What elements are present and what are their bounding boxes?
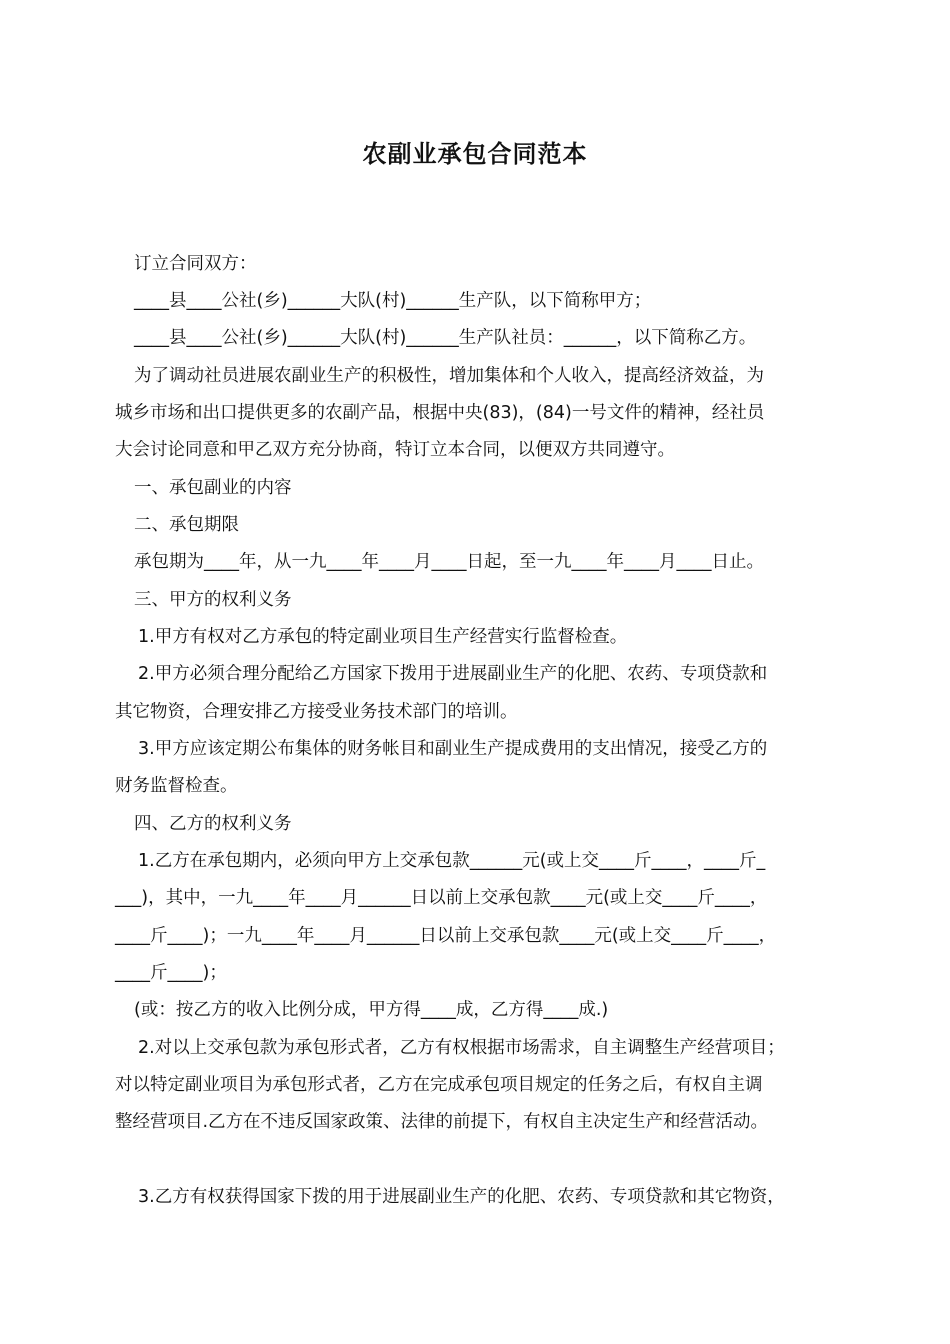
preamble-line-3: 大会讨论同意和甲乙双方充分协商，特订立本合同，以便双方共同遵守。 bbox=[115, 440, 675, 460]
party-b-clause-1-line-4: ____斤____)； bbox=[115, 963, 227, 983]
party-b-clause-3-line-1: 3.乙方有权获得国家下拨的用于进展副业生产的化肥、农药、专项贷款和其它物资， bbox=[138, 1187, 785, 1207]
party-b-line: ____县____公社(乡)______大队(村)______生产队社员：______，以下简称乙方。 bbox=[134, 328, 757, 348]
section-heading-1: 一、承包副业的内容 bbox=[134, 478, 292, 498]
party-b-clause-1-line-1: 1.乙方在承包期内，必须向甲方上交承包款______元(或上交____斤____，____斤_ bbox=[138, 851, 766, 871]
section-heading-3: 三、甲方的权利义务 bbox=[134, 590, 292, 610]
party-a-clause-2-line-1: 2.甲方必须合理分配给乙方国家下拨用于进展副业生产的化肥、农药、专项贷款和 bbox=[138, 664, 768, 684]
party-b-clause-1-alternative: (或：按乙方的收入比例分成，甲方得____成，乙方得____成.) bbox=[134, 1000, 609, 1020]
party-a-clause-3-line-2: 财务监督检查。 bbox=[115, 776, 238, 796]
party-a-clause-2-line-2: 其它物资，合理安排乙方接受业务技术部门的培训。 bbox=[115, 702, 518, 722]
preamble-line-2: 城乡市场和出口提供更多的农副产品，根据中央(83)，(84)一号文件的精神，经社员 bbox=[115, 403, 765, 423]
party-b-clause-2-line-3: 整经营项目.乙方在不违反国家政策、法律的前提下，有权自主决定生产和经营活动。 bbox=[115, 1112, 769, 1132]
party-a-line: ____县____公社(乡)______大队(村)______生产队，以下简称甲方； bbox=[134, 291, 652, 311]
party-b-clause-2-line-1: 2.对以上交承包款为承包形式者，乙方有权根据市场需求，自主调整生产经营项目； bbox=[138, 1038, 785, 1058]
document-title: 农副业承包合同范本 bbox=[362, 140, 588, 168]
preamble-line-1: 为了调动社员进展农副业生产的积极性，增加集体和个人收入，提高经济效益，为 bbox=[134, 366, 764, 386]
party-b-clause-1-line-3: ____斤____)；一九____年____月______日以前上交承包款____元(或上交____斤____， bbox=[115, 926, 777, 946]
party-b-clause-2-line-2: 对以特定副业项目为承包形式者，乙方在完成承包项目规定的任务之后，有权自主调 bbox=[115, 1075, 763, 1095]
party-a-clause-3-line-1: 3.甲方应该定期公布集体的财务帐目和副业生产提成费用的支出情况，接受乙方的 bbox=[138, 739, 768, 759]
party-a-clause-1: 1.甲方有权对乙方承包的特定副业项目生产经营实行监督检查。 bbox=[138, 627, 628, 647]
contract-parties-heading: 订立合同双方： bbox=[134, 254, 257, 274]
section-heading-2: 二、承包期限 bbox=[134, 515, 239, 535]
section-heading-4: 四、乙方的权利义务 bbox=[134, 814, 292, 834]
contract-term-line: 承包期为____年，从一九____年____月____日起，至一九____年____月____日止。 bbox=[134, 552, 764, 572]
party-b-clause-1-line-2: ___)，其中，一九____年____月______日以前上交承包款____元(或上交____斤____， bbox=[115, 888, 768, 908]
